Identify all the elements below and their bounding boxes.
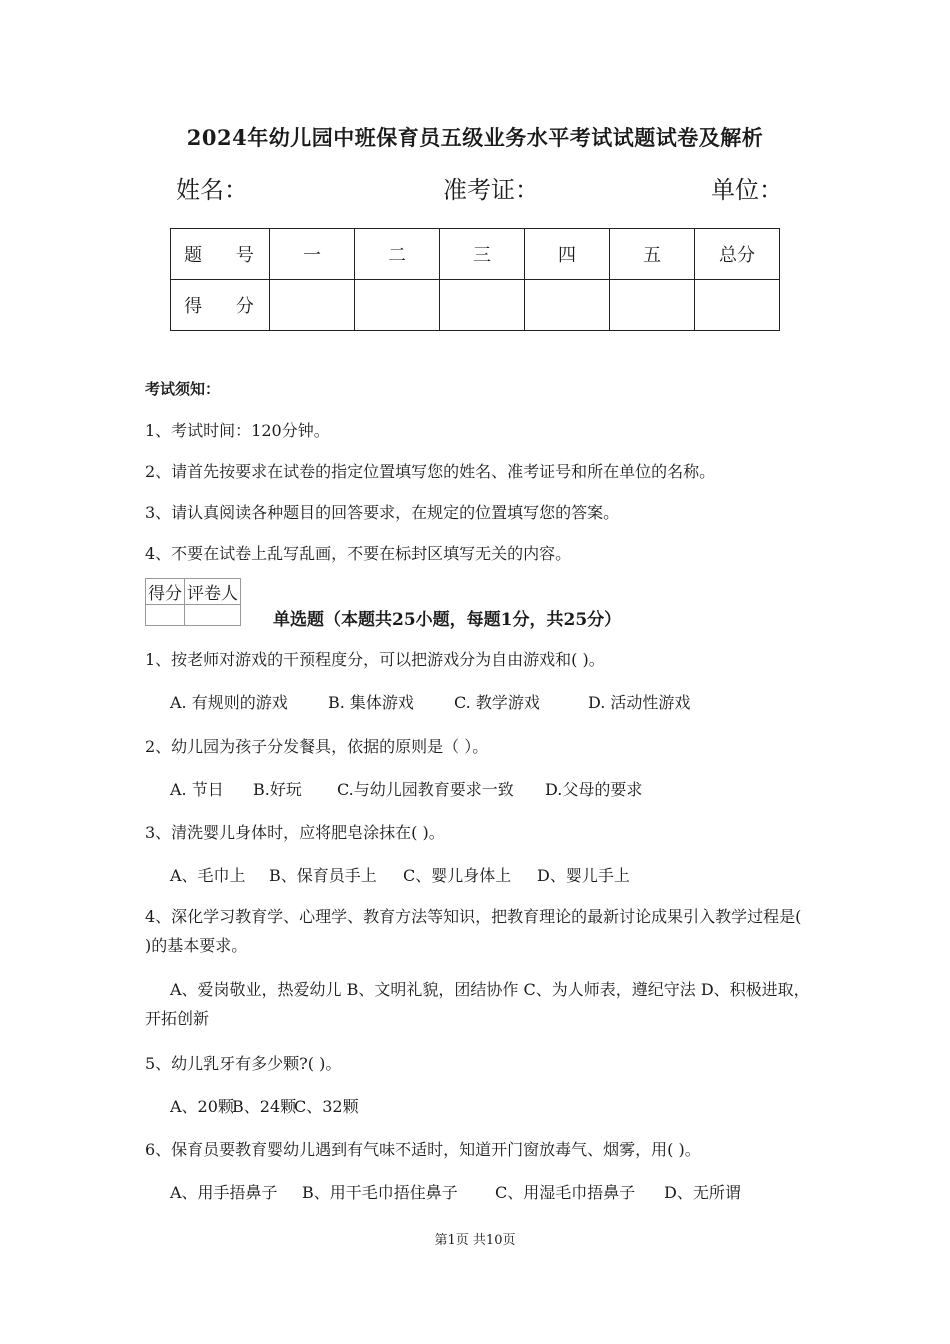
question-options [170, 690, 690, 713]
grader-box [145, 578, 241, 626]
score-cell[interactable] [695, 280, 780, 331]
option[interactable]: A、20颗 [170, 1097, 234, 1116]
unit-label: 单位： [711, 176, 783, 204]
option[interactable]: A、毛巾上 [170, 866, 246, 885]
score-cell[interactable] [270, 280, 355, 331]
score-table [170, 228, 780, 331]
question-options [170, 777, 642, 800]
option[interactable]: B. 集体游戏 [328, 693, 414, 712]
option[interactable]: C、婴儿身体上 [403, 866, 512, 885]
option[interactable]: C. 教学游戏 [454, 693, 540, 712]
column-header: 四 [525, 229, 610, 280]
name-label: 姓名： [176, 176, 248, 204]
option[interactable]: A. 节日 [170, 780, 224, 799]
question-stem: 2、幼儿园为孩子分发餐具，依据的原则是（ ）。 [145, 737, 489, 756]
option[interactable]: A、用手捂鼻子 [170, 1183, 278, 1202]
option[interactable]: C.与幼儿园教育要求一致 [337, 780, 514, 799]
grader-score-cell[interactable] [146, 605, 185, 626]
question-stem: 5、幼儿乳牙有多少颗?( )。 [145, 1054, 342, 1073]
exam-id-label: 准考证： [443, 176, 539, 204]
option[interactable]: C、用湿毛巾捂鼻子 [495, 1183, 636, 1202]
page-title: 2024年幼儿园中班保育员五级业务水平考试试题试卷及解析 [186, 125, 764, 150]
score-cell[interactable] [525, 280, 610, 331]
option[interactable]: D、无所谓 [664, 1183, 741, 1202]
score-cell[interactable] [610, 280, 695, 331]
grader-label: 评卷人 [185, 579, 241, 605]
section-title: 单选题（本题共25小题，每题1分，共25分） [273, 610, 622, 630]
option[interactable]: D、婴儿手上 [537, 866, 630, 885]
question-stem: 3、清洗婴儿身体时，应将肥皂涂抹在( )。 [145, 823, 445, 842]
header-label: 题 号 [171, 229, 270, 280]
notice-item: 1、考试时间：120分钟。 [145, 421, 330, 440]
grader-score-label: 得分 [146, 579, 185, 605]
page-footer: 第1页 共10页 [434, 1233, 516, 1248]
option[interactable]: B、24颗 [232, 1097, 297, 1116]
score-label: 得 分 [171, 280, 270, 331]
option[interactable]: A. 有规则的游戏 [170, 693, 288, 712]
question-options [170, 1094, 359, 1117]
column-header: 五 [610, 229, 695, 280]
notice-title: 考试须知： [145, 380, 221, 398]
option[interactable]: D. 活动性游戏 [588, 693, 691, 712]
score-table-header-row [171, 229, 780, 280]
score-table-score-row [171, 280, 780, 331]
column-header: 总分 [695, 229, 780, 280]
notice-item: 2、请首先按要求在试卷的指定位置填写您的姓名、准考证号和所在单位的名称。 [145, 462, 716, 481]
column-header: 一 [270, 229, 355, 280]
option[interactable]: B、保育员手上 [269, 866, 377, 885]
score-cell[interactable] [440, 280, 525, 331]
question-options-text: A、爱岗敬业，热爱幼儿 B、文明礼貌，团结协作 C、为人师表，遵纪守法 D、积极进取，开拓创新 [145, 980, 810, 1028]
question-stem: 4、深化学习教育学、心理学、教育方法等知识，把教育理论的最新讨论成果引入教学过程是( )的基本要求。 [145, 907, 802, 955]
score-cell[interactable] [355, 280, 440, 331]
option[interactable]: C、32颗 [294, 1097, 359, 1116]
question-options [170, 863, 630, 886]
question-stem: 6、保育员要教育婴幼儿遇到有气味不适时，知道开门窗放毒气、烟雾，用( )。 [145, 1140, 701, 1159]
notice-item: 4、不要在试卷上乱写乱画，不要在标封区填写无关的内容。 [145, 544, 572, 563]
grader-cell[interactable] [185, 605, 241, 626]
candidate-info [176, 170, 781, 204]
notice-item: 3、请认真阅读各种题目的回答要求，在规定的位置填写您的答案。 [145, 503, 620, 522]
question-options [170, 1180, 741, 1203]
option[interactable]: D.父母的要求 [545, 780, 643, 799]
question-stem: 1、按老师对游戏的干预程度分，可以把游戏分为自由游戏和( )。 [145, 650, 605, 669]
column-header: 二 [355, 229, 440, 280]
option[interactable]: B、用干毛巾捂住鼻子 [302, 1183, 458, 1202]
option[interactable]: B.好玩 [253, 780, 302, 799]
column-header: 三 [440, 229, 525, 280]
